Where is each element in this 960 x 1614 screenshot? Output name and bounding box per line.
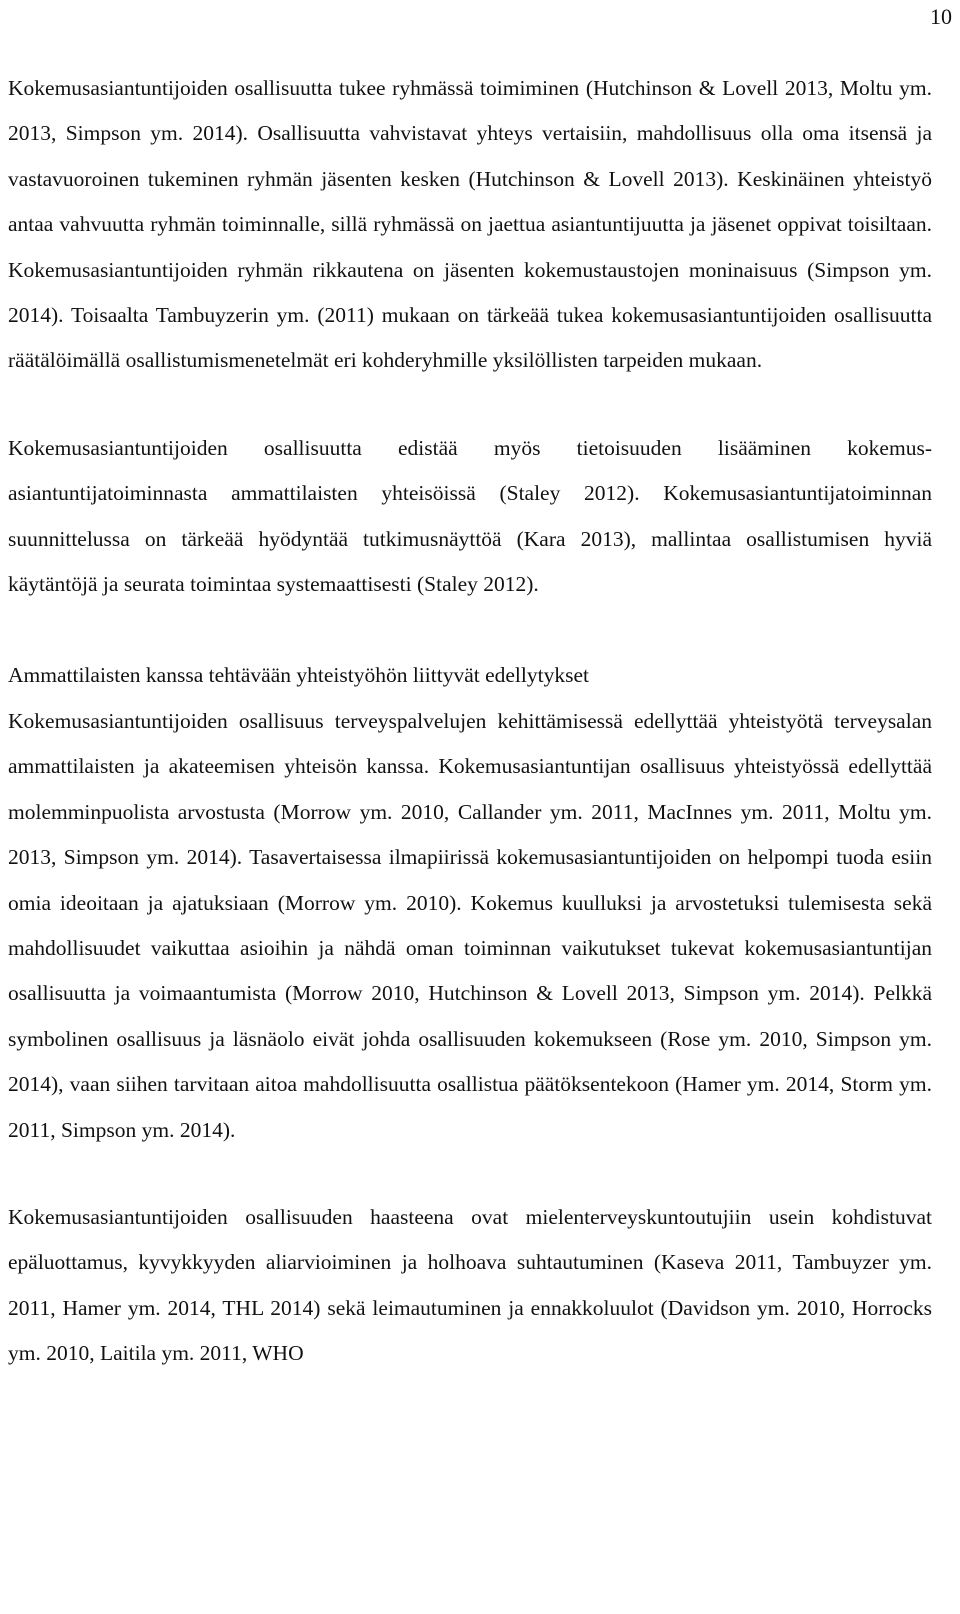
document-body (8, 66, 932, 1377)
paragraph: Kokemusasiantuntijoiden osallisuuden haasteena ovat mielenterveyskuntoutujiin usein kohdistuvat epäluottamus, kyvykkyyden aliarvioiminen ja holhoava suhtautuminen (Kaseva 2011, Tambuyzer ym. 2011, Hamer ym. 2014, THL 2014) sekä leimautuminen ja ennakkoluulot (Davidson ym. 2010, Horrocks ym. 2010, Laitila ym. 2011, WHO (8, 1204, 932, 1366)
paragraph: Kokemusasiantuntijoiden osallisuutta edistää myös tietoisuuden lisääminen kokemusasiantuntijatoiminnasta ammattilaisten yhteisöissä (Staley 2012). Kokemusasiantuntijatoiminnan suunnittelussa on tärkeää hyödyntää tutkimusnäyttöä (Kara 2013), mallintaa osallistumisen hyviä käytäntöjä ja seurata toimintaa systemaattisesti (Staley 2012). (8, 435, 932, 597)
paragraph: Kokemusasiantuntijoiden osallisuutta tukee ryhmässä toimiminen (Hutchinson & Lovell 2013, Moltu ym. 2013, Simpson ym. 2014). Osallisuutta vahvistavat yhteys vertaisiin, mahdollisuus olla oma itsensä ja vastavuoroinen tukeminen ryhmän jäsenten kesken (Hutchinson & Lovell 2013). Keskinäinen yhteistyö antaa vahvuutta ryhmän toiminnalle, sillä ryhmässä on jaettua asiantuntijuutta ja jäsenet oppivat toisiltaan. Kokemusasiantuntijoiden ryhmän rikkautena on jäsenten kokemustaustojen moninaisuus (Simpson ym. 2014). Toisaalta Tambuyzerin ym. (2011) mukaan on tärkeää tukea kokemusasiantuntijoiden osallisuutta räätälöimällä osallistumismenetelmät eri kohderyhmille yksilöllisten tarpeiden mukaan. (8, 76, 932, 373)
paragraph: Kokemusasiantuntijoiden osallisuus terveyspalvelujen kehittämisessä edellyttää yhteistyötä terveysalan ammattilaisten ja akateemisen yhteisön kanssa. Kokemusasiantuntijan osallisuus yhteistyössä edellyttää molemminpuolista arvostusta (Morrow ym. 2010, Callander ym. 2011, MacInnes ym. 2011, Moltu ym. 2013, Simpson ym. 2014). Tasavertaisessa ilmapiirissä kokemusasiantuntijoiden on helpompi tuoda esiin omia ideoitaan ja ajatuksiaan (Morrow ym. 2010). Kokemus kuulluksi ja arvostetuksi tulemisesta sekä mahdollisuudet vaikuttaa asioihin ja nähdä oman toiminnan vaikutukset tukevat kokemusasiantuntijan osallisuutta ja voimaantumista (Morrow 2010, Hutchinson & Lovell 2013, Simpson ym. 2014). Pelkkä symbolinen osallisuus ja läsnäolo eivät johda osallisuuden kokemukseen (Rose ym. 2010, Simpson ym. 2014), vaan siihen tarvitaan aitoa mahdollisuutta osallistua päätöksentekoon (Hamer ym. 2014, Storm ym. 2011, Simpson ym. 2014). (8, 708, 932, 1142)
page-number: 10 (930, 4, 952, 29)
section-heading: Ammattilaisten kanssa tehtävään yhteistyöhön liittyvät edellytykset (8, 663, 589, 688)
